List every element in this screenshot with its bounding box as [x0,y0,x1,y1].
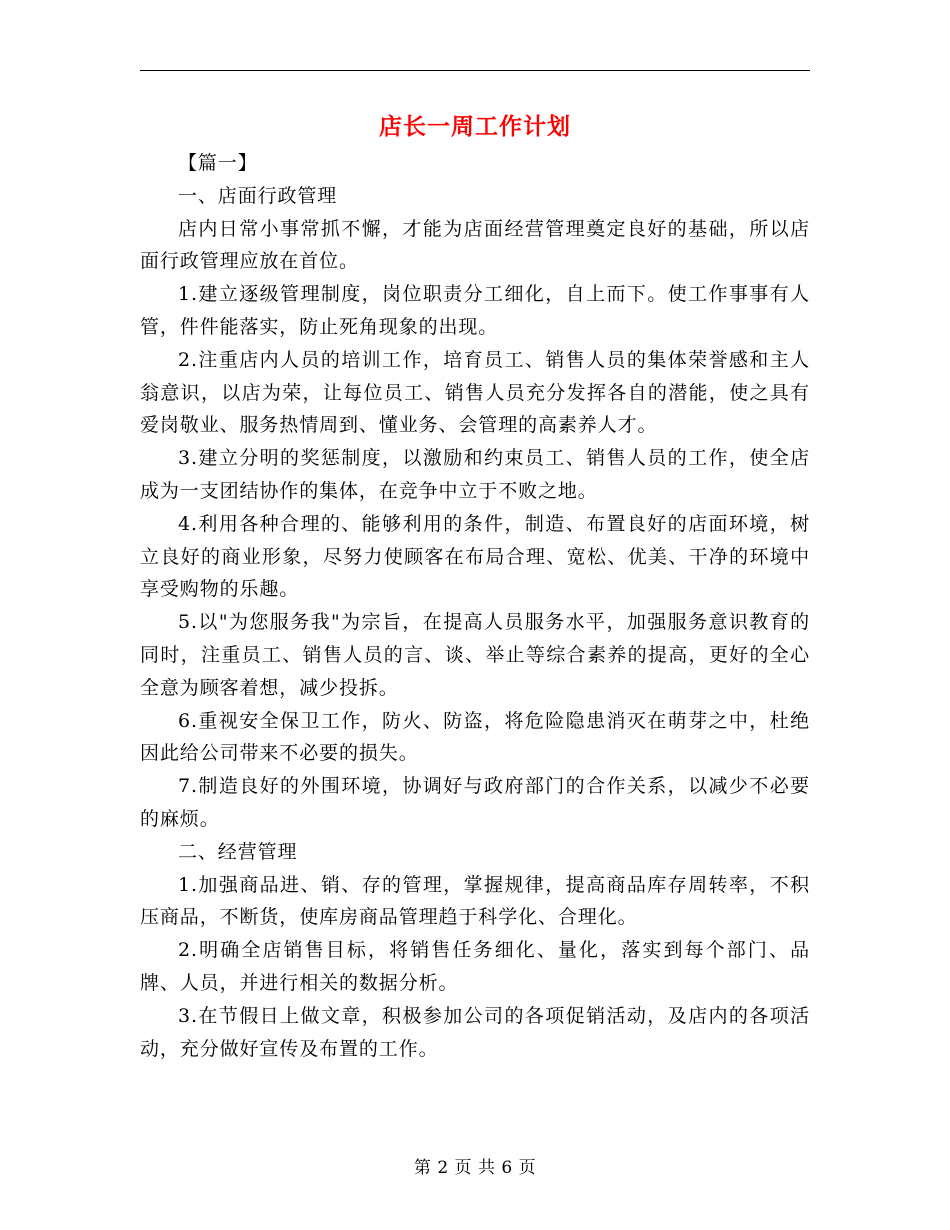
list-item: 1.加强商品进、销、存的管理，掌握规律，提高商品库存周转率，不积压商品，不断货，使库房商品管理趋于科学化、合理化。 [140,873,810,929]
document-body [140,147,810,1065]
list-item: 2.明确全店销售目标，将销售任务细化、量化，落实到每个部门、品牌、人员，并进行相关的数据分析。 [140,939,810,994]
list-item: 2.注重店内人员的培训工作，培育员工、销售人员的集体荣誉感和主人翁意识，以店为荣，让每位员工、销售人员充分发挥各自的潜能，使之具有爱岗敬业、服务热情周到、懂业务、会管理的高素养人才。 [140,348,810,437]
list-item: 3.在节假日上做文章，积极参加公司的各项促销活动，及店内的各项活动，充分做好宣传及布置的工作。 [140,1004,810,1060]
body-paragraph: 店内日常小事常抓不懈，才能为店面经营管理奠定良好的基础，所以店面行政管理应放在首位。 [140,217,810,273]
section-heading: 二、经营管理 [178,840,298,863]
section-marker: 【篇一】 [178,152,258,174]
page-number: 第 2 页 共 6 页 [413,1158,537,1178]
document-title: 店长一周工作计划 [379,114,571,140]
list-item: 5.以"为您服务我"为宗旨，在提高人员服务水平，加强服务意识教育的同时，注重员工、销售人员的言、谈、举止等综合素养的提高，更好的全心全意为顾客着想，减少投拆。 [140,611,810,699]
list-item: 4.利用各种合理的、能够利用的条件，制造、布置良好的店面环境，树立良好的商业形象，尽努力使顾客在布局合理、宽松、优美、干净的环境中享受购物的乐趣。 [140,512,810,601]
header-rule [140,70,810,71]
list-item: 3.建立分明的奖惩制度，以激励和约束员工、销售人员的工作，使全店成为一支团结协作的集体，在竞争中立于不败之地。 [140,447,810,502]
list-item: 6.重视安全保卫工作，防火、防盗，将危险隐患消灭在萌芽之中，杜绝因此给公司带来不必要的损失。 [140,709,810,765]
section-heading: 一、店面行政管理 [178,184,338,207]
list-item: 7.制造良好的外围环境，协调好与政府部门的合作关系，以减少不必要的麻烦。 [140,775,810,830]
list-item: 1.建立逐级管理制度，岗位职责分工细化，自上而下。使工作事事有人管，件件能落实，防止死角现象的出现。 [140,283,810,338]
